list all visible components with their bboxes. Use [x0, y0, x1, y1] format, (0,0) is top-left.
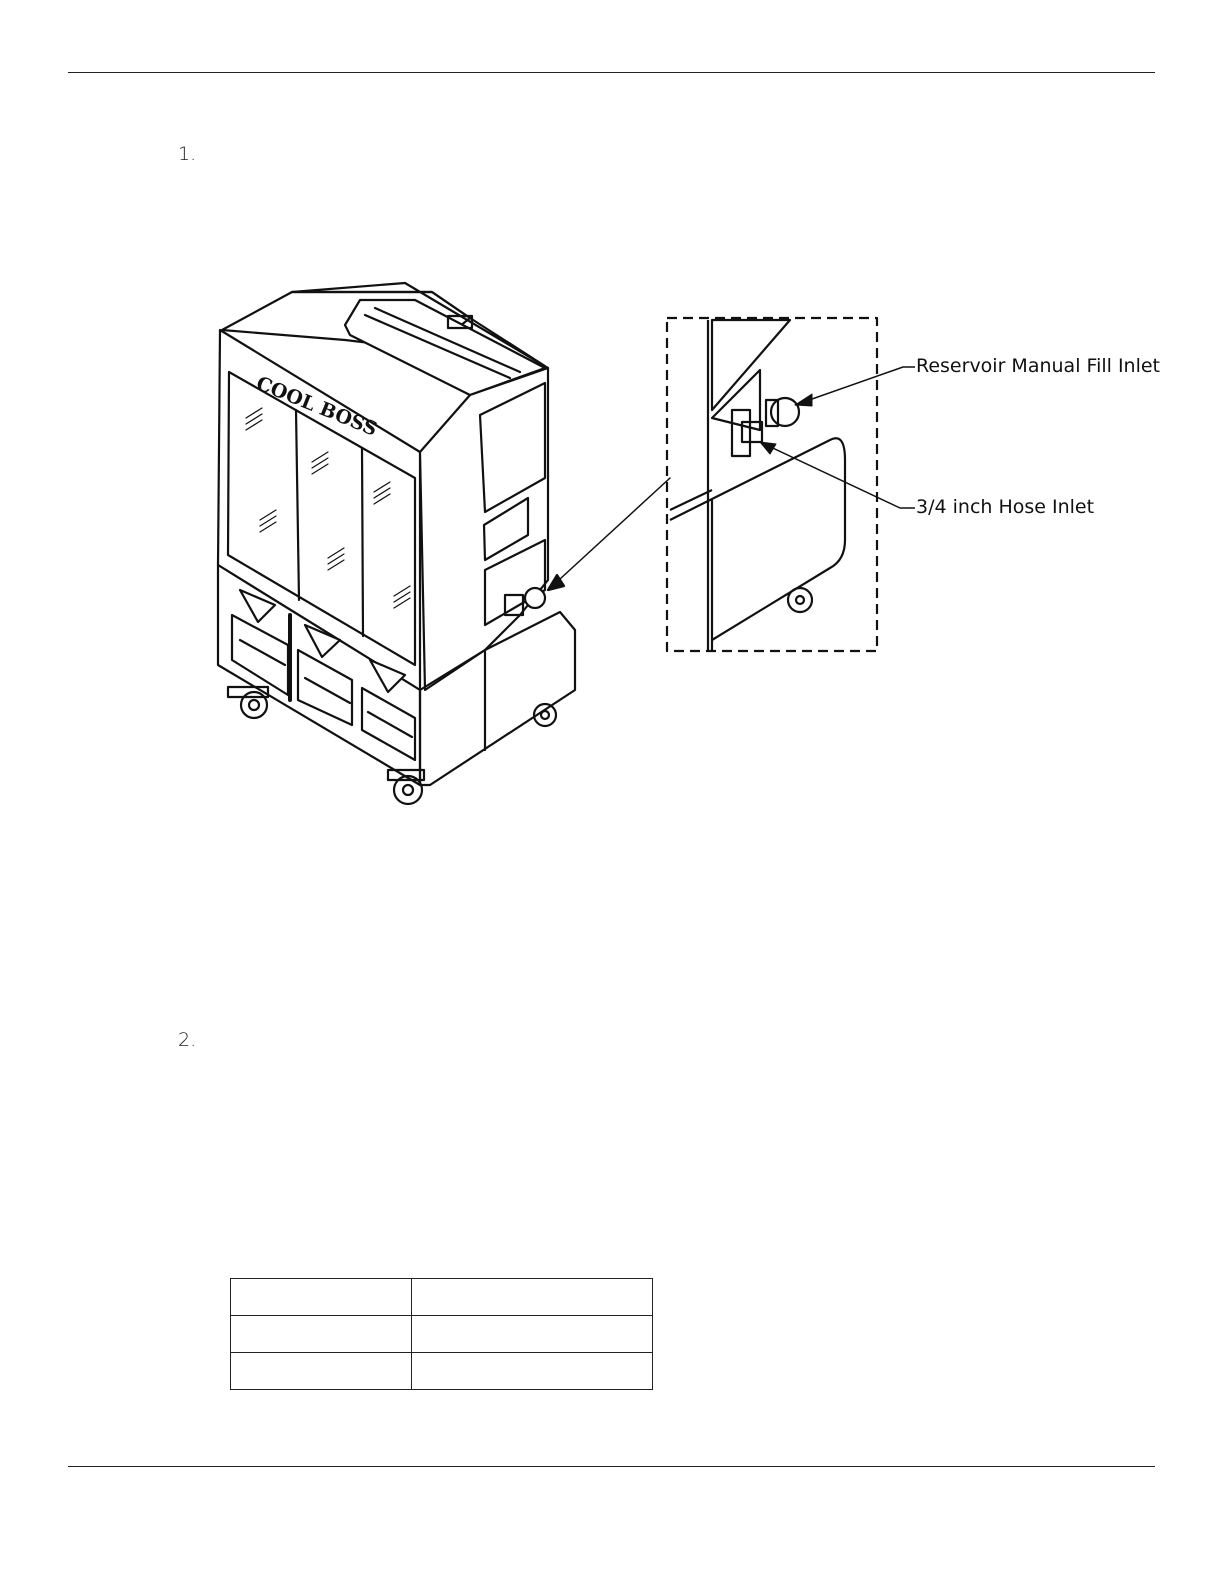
- footer-rule: [68, 1466, 1155, 1467]
- spec-table: [230, 1278, 653, 1390]
- table-cell: [231, 1353, 412, 1390]
- step-number-1: 1.: [178, 143, 197, 165]
- callout-manual-fill-inlet: Reservoir Manual Fill Inlet: [916, 355, 1161, 377]
- table-row: [231, 1316, 653, 1353]
- table-cell: [231, 1279, 412, 1316]
- table-cell: [412, 1353, 653, 1390]
- table-row: [231, 1279, 653, 1316]
- table-cell: [231, 1316, 412, 1353]
- table-row: [231, 1353, 653, 1390]
- brand-logo-text: COOL BOSS: [253, 372, 381, 441]
- step-number-2: 2.: [178, 1029, 197, 1051]
- callout-hose-inlet: 3/4 inch Hose Inlet: [916, 496, 1095, 518]
- table-cell: [412, 1279, 653, 1316]
- table-cell: [412, 1316, 653, 1353]
